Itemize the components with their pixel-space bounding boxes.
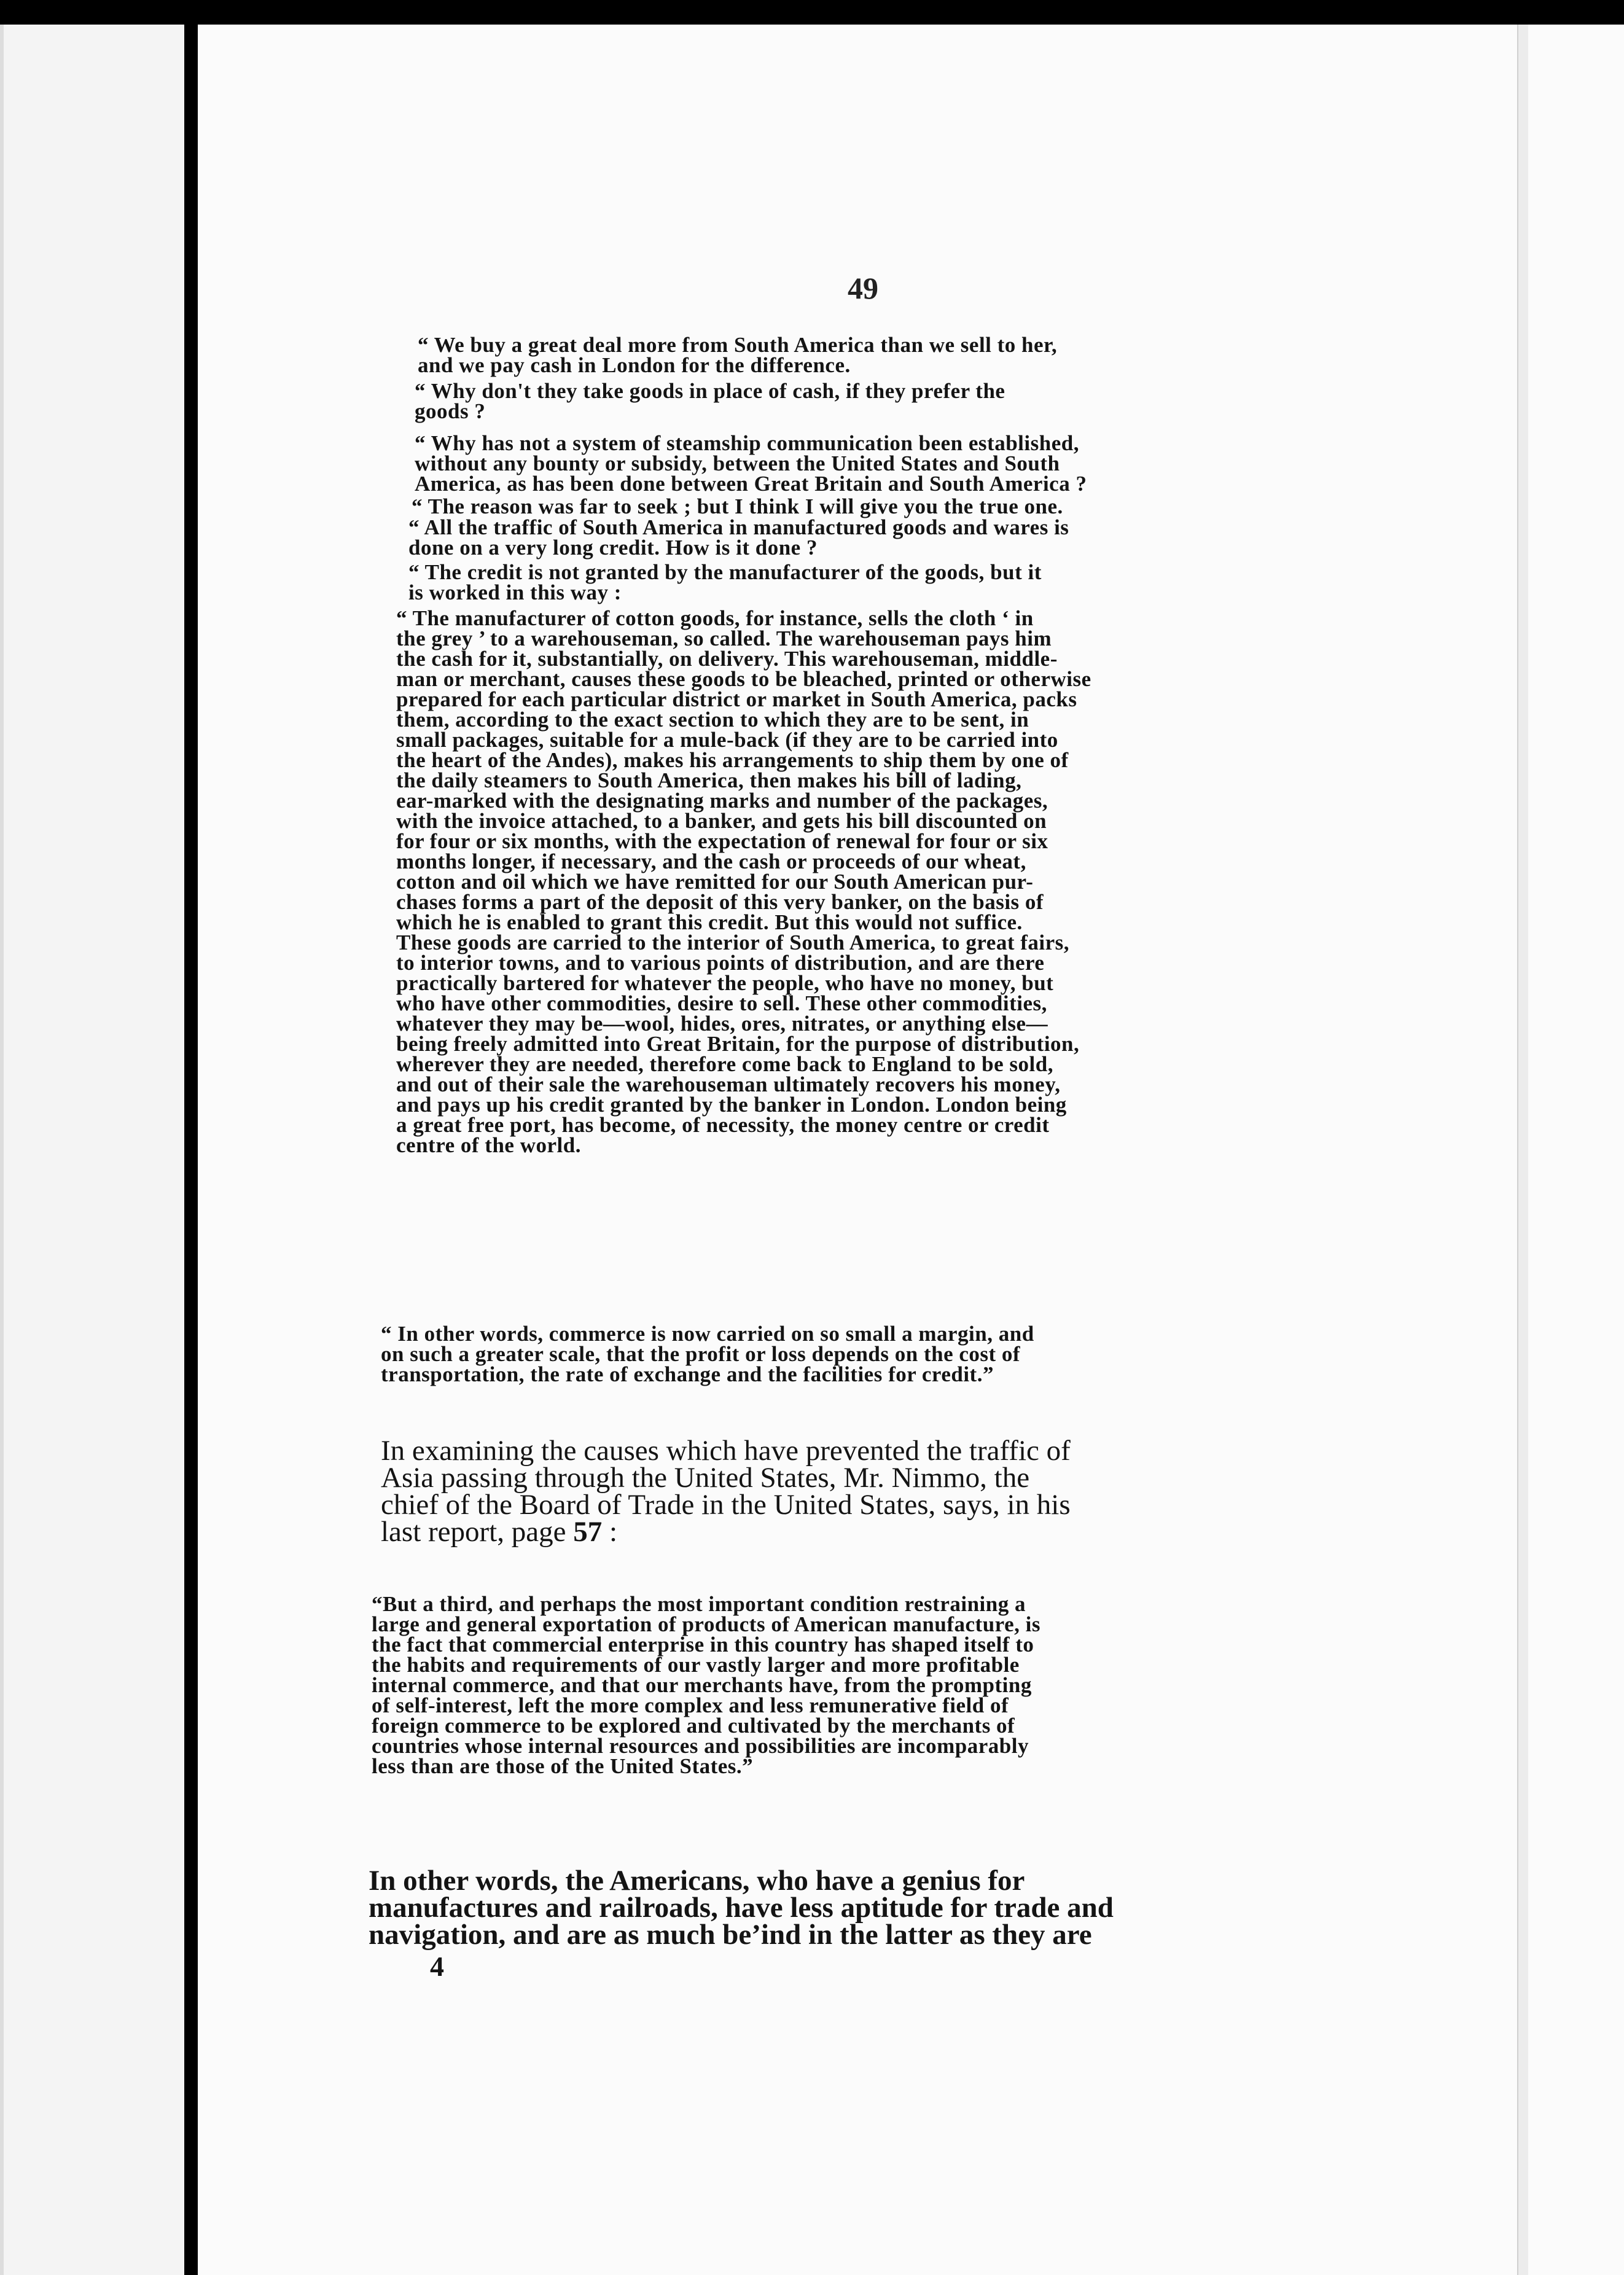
page-number: 49 xyxy=(848,271,878,305)
quote-paragraph-1: “ We buy a great deal more from South America than we sell to her, and we pay cash in London for the difference. xyxy=(418,333,1058,377)
body-paragraph-nimmo xyxy=(381,1435,1302,1548)
quote-paragraph-8: “ In other words, commerce is now carried on so small a margin, and on such a greater scale, that the profit or loss depends on the cost of transportation, the rate of exchange and the facilities for credit.” xyxy=(381,1322,1034,1386)
right-page-edge xyxy=(1517,25,1528,2275)
quote-paragraph-5: “ All the traffic of South America in manufactured goods and wares is done on a very long credit. How is it done ? xyxy=(408,515,1069,560)
page-reference: 57 xyxy=(573,1516,603,1548)
left-page-margin xyxy=(0,25,184,2275)
body-paragraph-americans: In other words, the Americans, who have a genius for manufactures and railroads, have less aptitude for trade and navigation, and are as much be’ind in the latter as they are xyxy=(369,1865,1114,1951)
quote-paragraph-2: “ Why don't they take goods in place of cash, if they prefer the goods ? xyxy=(415,379,1005,423)
quote-paragraph-nimmo: “But a third, and perhaps the most important condition restraining a large and general exportation of products of American manufacture, is the fact that commercial enterprise in this country has shaped itself to the habits and requirements of our vastly larger and more profitable internal commerce, and that our merchants have, from the prompting of self-interest, left the more complex and less remunerative field of foreign commerce to be explored and cultivated by the merchants of countries whose internal resources and possibilities are incomparably less than are those of the United States.” xyxy=(372,1592,1040,1778)
left-page-edge xyxy=(0,25,4,2275)
signature-mark: 4 xyxy=(430,1951,444,1982)
body-paragraph-nimmo-tail: : xyxy=(602,1516,618,1548)
quote-paragraph-4: “ The reason was far to seek ; but I think I will give you the true one. xyxy=(412,494,1063,518)
quote-paragraph-3: “ Why has not a system of steamship communication been established, without any bounty or subsidy, between the United States and South America, as has been done between Great Britain and South America ? xyxy=(415,431,1087,496)
body-paragraph-nimmo-text: In examining the causes which have prevented the traffic of Asia passing through the United States, Mr. Nimmo, the chief of the Board of Trade in the United States, says, in his last report, page xyxy=(381,1435,1071,1548)
quote-paragraph-6: “ The credit is not granted by the manufacturer of the goods, but it is worked in this way : xyxy=(408,560,1042,604)
quote-paragraph-7: “ The manufacturer of cotton goods, for instance, sells the cloth ‘ in the grey ’ to a warehouseman, so called. The warehouseman pays him the cash for it, substantially, on delivery. This warehouseman, middle- man or merchant, causes these goods to be bleached, printed or otherwise prepared for each particular district or market in South America, packs them, according to the exact section to which they are to be sent, in small packages, suitable for a mule-back (if they are to be carried into the heart of the Andes), makes his arrangements to ship them by one of the daily steamers to South America, then makes his bill of lading, ear-marked with the designating marks and number of the packages, with the invoice attached, to a banker, and gets his bill discounted on for four or six months, with the expectation of renewal for four or six months longer, if necessary, and the cash or proceeds of our wheat, cotton and oil which we have remitted for our South American pur- chases forms a part of the deposit of this very banker, on the basis of which he is enabled to grant this credit. But this would not suffice. These goods are carried to the interior of South America, to great fairs, to interior towns, and to various points of distribution, and are there practically bartered for whatever the people, who have no money, but who have other commodities, desire to sell. These other commodities, whatever they may be—wool, hides, ores, nitrates, or anything else— being freely admitted into Great Britain, for the purpose of distribution, wherever they are needed, therefore come back to England to be sold, and out of their sale the warehouseman ultimately recovers his money, and pays up his credit granted by the banker in London. London being a great free port, has become, of necessity, the money centre or credit centre of the world. xyxy=(396,606,1091,1157)
